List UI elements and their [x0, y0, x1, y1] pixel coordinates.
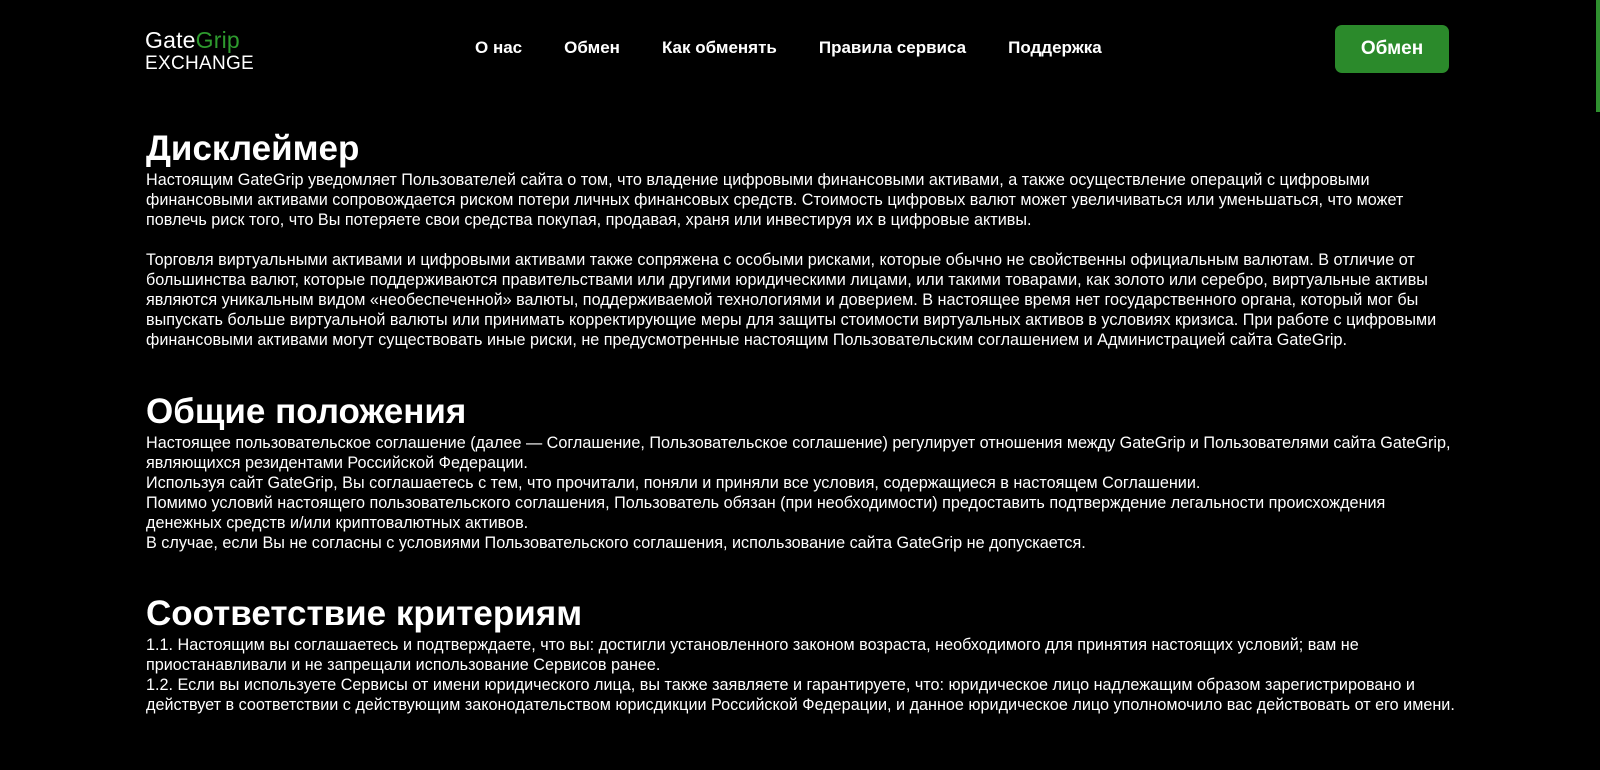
nav-item-how-to-exchange[interactable]: Как обменять [661, 38, 777, 57]
section-general-provisions [146, 391, 1456, 553]
section-paragraph: Помимо условий настоящего пользовательского соглашения, Пользователь обязан (при необходимости) предоставить подтверждение легальности происхождения денежных средств и/или криптовалютных активов. [146, 494, 1386, 532]
section-paragraph: Настоящим GateGrip уведомляет Пользователей сайта о том, что владение цифровыми финансовыми активами, а также осуществление операций с цифровыми финансовыми активами сопровождается риском потери личных финансовых средств. Стоимость цифровых валют может увеличиваться или уменьшаться, что может повлечь риск того, что Вы потеряете свои средства покупая, продавая, храня или инвестируя их в цифровые активы. [146, 171, 1404, 229]
section-title: Соответствие критериям [146, 594, 583, 633]
logo-wordmark [145, 29, 254, 52]
section-paragraph: Используя сайт GateGrip, Вы соглашаетесь с тем, что прочитали, поняли и приняли все условия, содержащиеся в настоящем Соглашении. [146, 474, 1201, 492]
logo-gate-text: Gate [145, 27, 196, 53]
nav-item-support[interactable]: Поддержка [1008, 38, 1102, 57]
nav-item-about[interactable]: О нас [475, 38, 523, 57]
main-content [146, 128, 1456, 715]
section-title: Общие положения [146, 392, 467, 431]
section-eligibility [146, 593, 1456, 715]
section-paragraph: 1.1. Настоящим вы соглашаетесь и подтверждаете, что вы: достигли установленного законом возраста, необходимого для принятия настоящих условий; вам не приостанавливали и не запрещали использование Сервисов ранее. [146, 636, 1359, 674]
scrollbar-track[interactable] [1596, 0, 1600, 770]
site-header [0, 0, 1596, 98]
exchange-button[interactable]: Обмен [1335, 25, 1449, 73]
logo-subtitle: EXCHANGE [145, 53, 255, 74]
section-title: Дисклеймер [146, 129, 360, 168]
nav-item-service-rules[interactable]: Правила сервиса [818, 38, 967, 57]
section-paragraph: Настоящее пользовательское соглашение (далее — Соглашение, Пользовательское соглашение) регулирует отношения между GateGrip и Пользователями сайта GateGrip, являющихся резидентами Российской Федерации. [146, 434, 1451, 472]
scrollbar-thumb[interactable] [1596, 0, 1600, 112]
main-nav [475, 38, 1102, 58]
section-disclaimer [146, 128, 1456, 350]
section-paragraph: 1.2. Если вы используете Сервисы от имени юридического лица, вы также заявляете и гарантируете, что: юридическое лицо надлежащим образом зарегистрировано и действует в соответствии с действующим законодательством юрисдикции Российской Федерации, и данное юридическое лицо уполномочило вас действовать от его имени. [146, 676, 1455, 714]
section-paragraph: Торговля виртуальными активами и цифровыми активами также сопряжена с особыми рисками, которые обычно не свойственны официальным валютам. В отличие от большинства валют, которые поддерживаются правительствами или другими юридическими лицами, или такими товарами, как золото или серебро, виртуальные активы являются уникальным видом «необеспеченной» валюты, поддерживаемой технологиями и доверием. В настоящее время нет государственного органа, который мог бы выпускать больше виртуальной валюты или принимать корректирующие меры для защиты стоимости виртуальных активов в условиях кризиса. При работе с цифровыми финансовыми активами могут существовать иные риски, не предусмотренные настоящим Пользовательским соглашением и Администрацией сайта GateGrip. [146, 251, 1437, 349]
section-paragraph: В случае, если Вы не согласны с условиями Пользовательского соглашения, использование сайта GateGrip не допускается. [146, 534, 1086, 552]
brand-logo[interactable] [145, 29, 254, 73]
logo-grip-text: Grip [195, 27, 240, 53]
nav-item-exchange[interactable]: Обмен [564, 38, 620, 57]
